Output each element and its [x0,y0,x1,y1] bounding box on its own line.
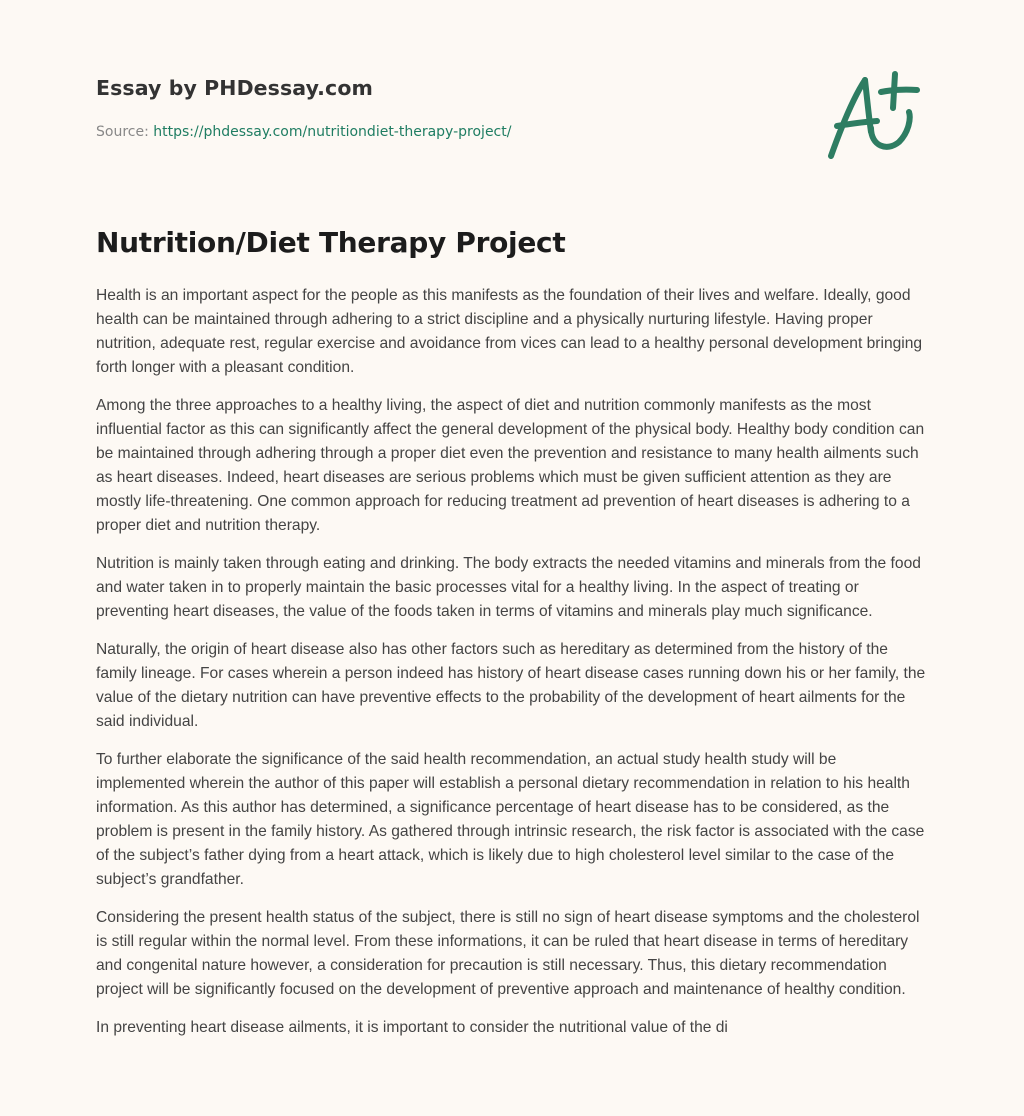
essay-paragraph: Naturally, the origin of heart disease also has other factors such as hereditary as determined from the history of the family lineage. For cases wherein a person indeed has history of heart disease cases running down his or her family, the value of the dietary nutrition can have preventive effects to the probability of the development of heart ailments for the said individual. [96,641,926,730]
essay-title: Nutrition/Diet Therapy Project [96,226,566,259]
essay-paragraph: Considering the present health status of the subject, there is still no sign of heart disease symptoms and the cholesterol is still regular within the normal level. From these informations, it can be ruled that heart disease in terms of hereditary and congenital nature however, a consideration for precaution is still necessary. Thus, this dietary recommendation project will be significantly focused on the development of preventive approach and maintenance of healthy condition. [96,909,920,998]
essay-paragraph: In preventing heart disease ailments, it is important to consider the nutritional value of the di [96,1019,728,1036]
site-brand: Essay by PHDessay.com [96,76,373,100]
essay-paragraph: To further elaborate the significance of the said health recommendation, an actual study health study will be implemented wherein the author of this paper will establish a personal dietary recommendation in relation to his health information. As this author has determined, a significance percentage of heart disease has to be considered, as the problem is present in the family history. As gathered through intrinsic research, the risk factor is associated with the case of the subject’s father dying from a heart attack, which is likely due to high cholesterol level similar to the case of the subject’s grandfather. [96,751,925,888]
essay-paragraph: Health is an important aspect for the people as this manifests as the foundation of their lives and welfare. Ideally, good health can be maintained through adhering to a strict discipline and a physically nurturing lifestyle. Having proper nutrition, adequate rest, regular exercise and avoidance from vices can lead to a healthy personal development bringing forth longer with a pleasant condition. [96,287,923,376]
a-plus-grade-icon [825,68,925,164]
essay-paragraph: Among the three approaches to a healthy living, the aspect of diet and nutrition commonly manifests as the most influential factor as this can significantly affect the general development of the physical body. Healthy body condition can be maintained through adhering through a proper diet even the prevention and resistance to many health ailments such as heart diseases. Indeed, heart diseases are serious problems which must be given sufficient attention as they are mostly life-threatening. One common approach for reducing treatment ad prevention of heart diseases is adhering to a proper diet and nutrition therapy. [96,397,925,534]
source-label: Source: [96,124,149,140]
essay-paragraph: Nutrition is mainly taken through eating and drinking. The body extracts the needed vitamins and minerals from the food and water taken in to properly maintain the basic processes vital for a healthy living. In the aspect of treating or preventing heart diseases, the value of the foods taken in terms of vitamins and minerals play much significance. [96,555,921,620]
essay-body [96,284,928,1054]
source-line [96,124,511,140]
source-link[interactable]: https://phdessay.com/nutritiondiet-therapy-project/ [153,124,512,140]
